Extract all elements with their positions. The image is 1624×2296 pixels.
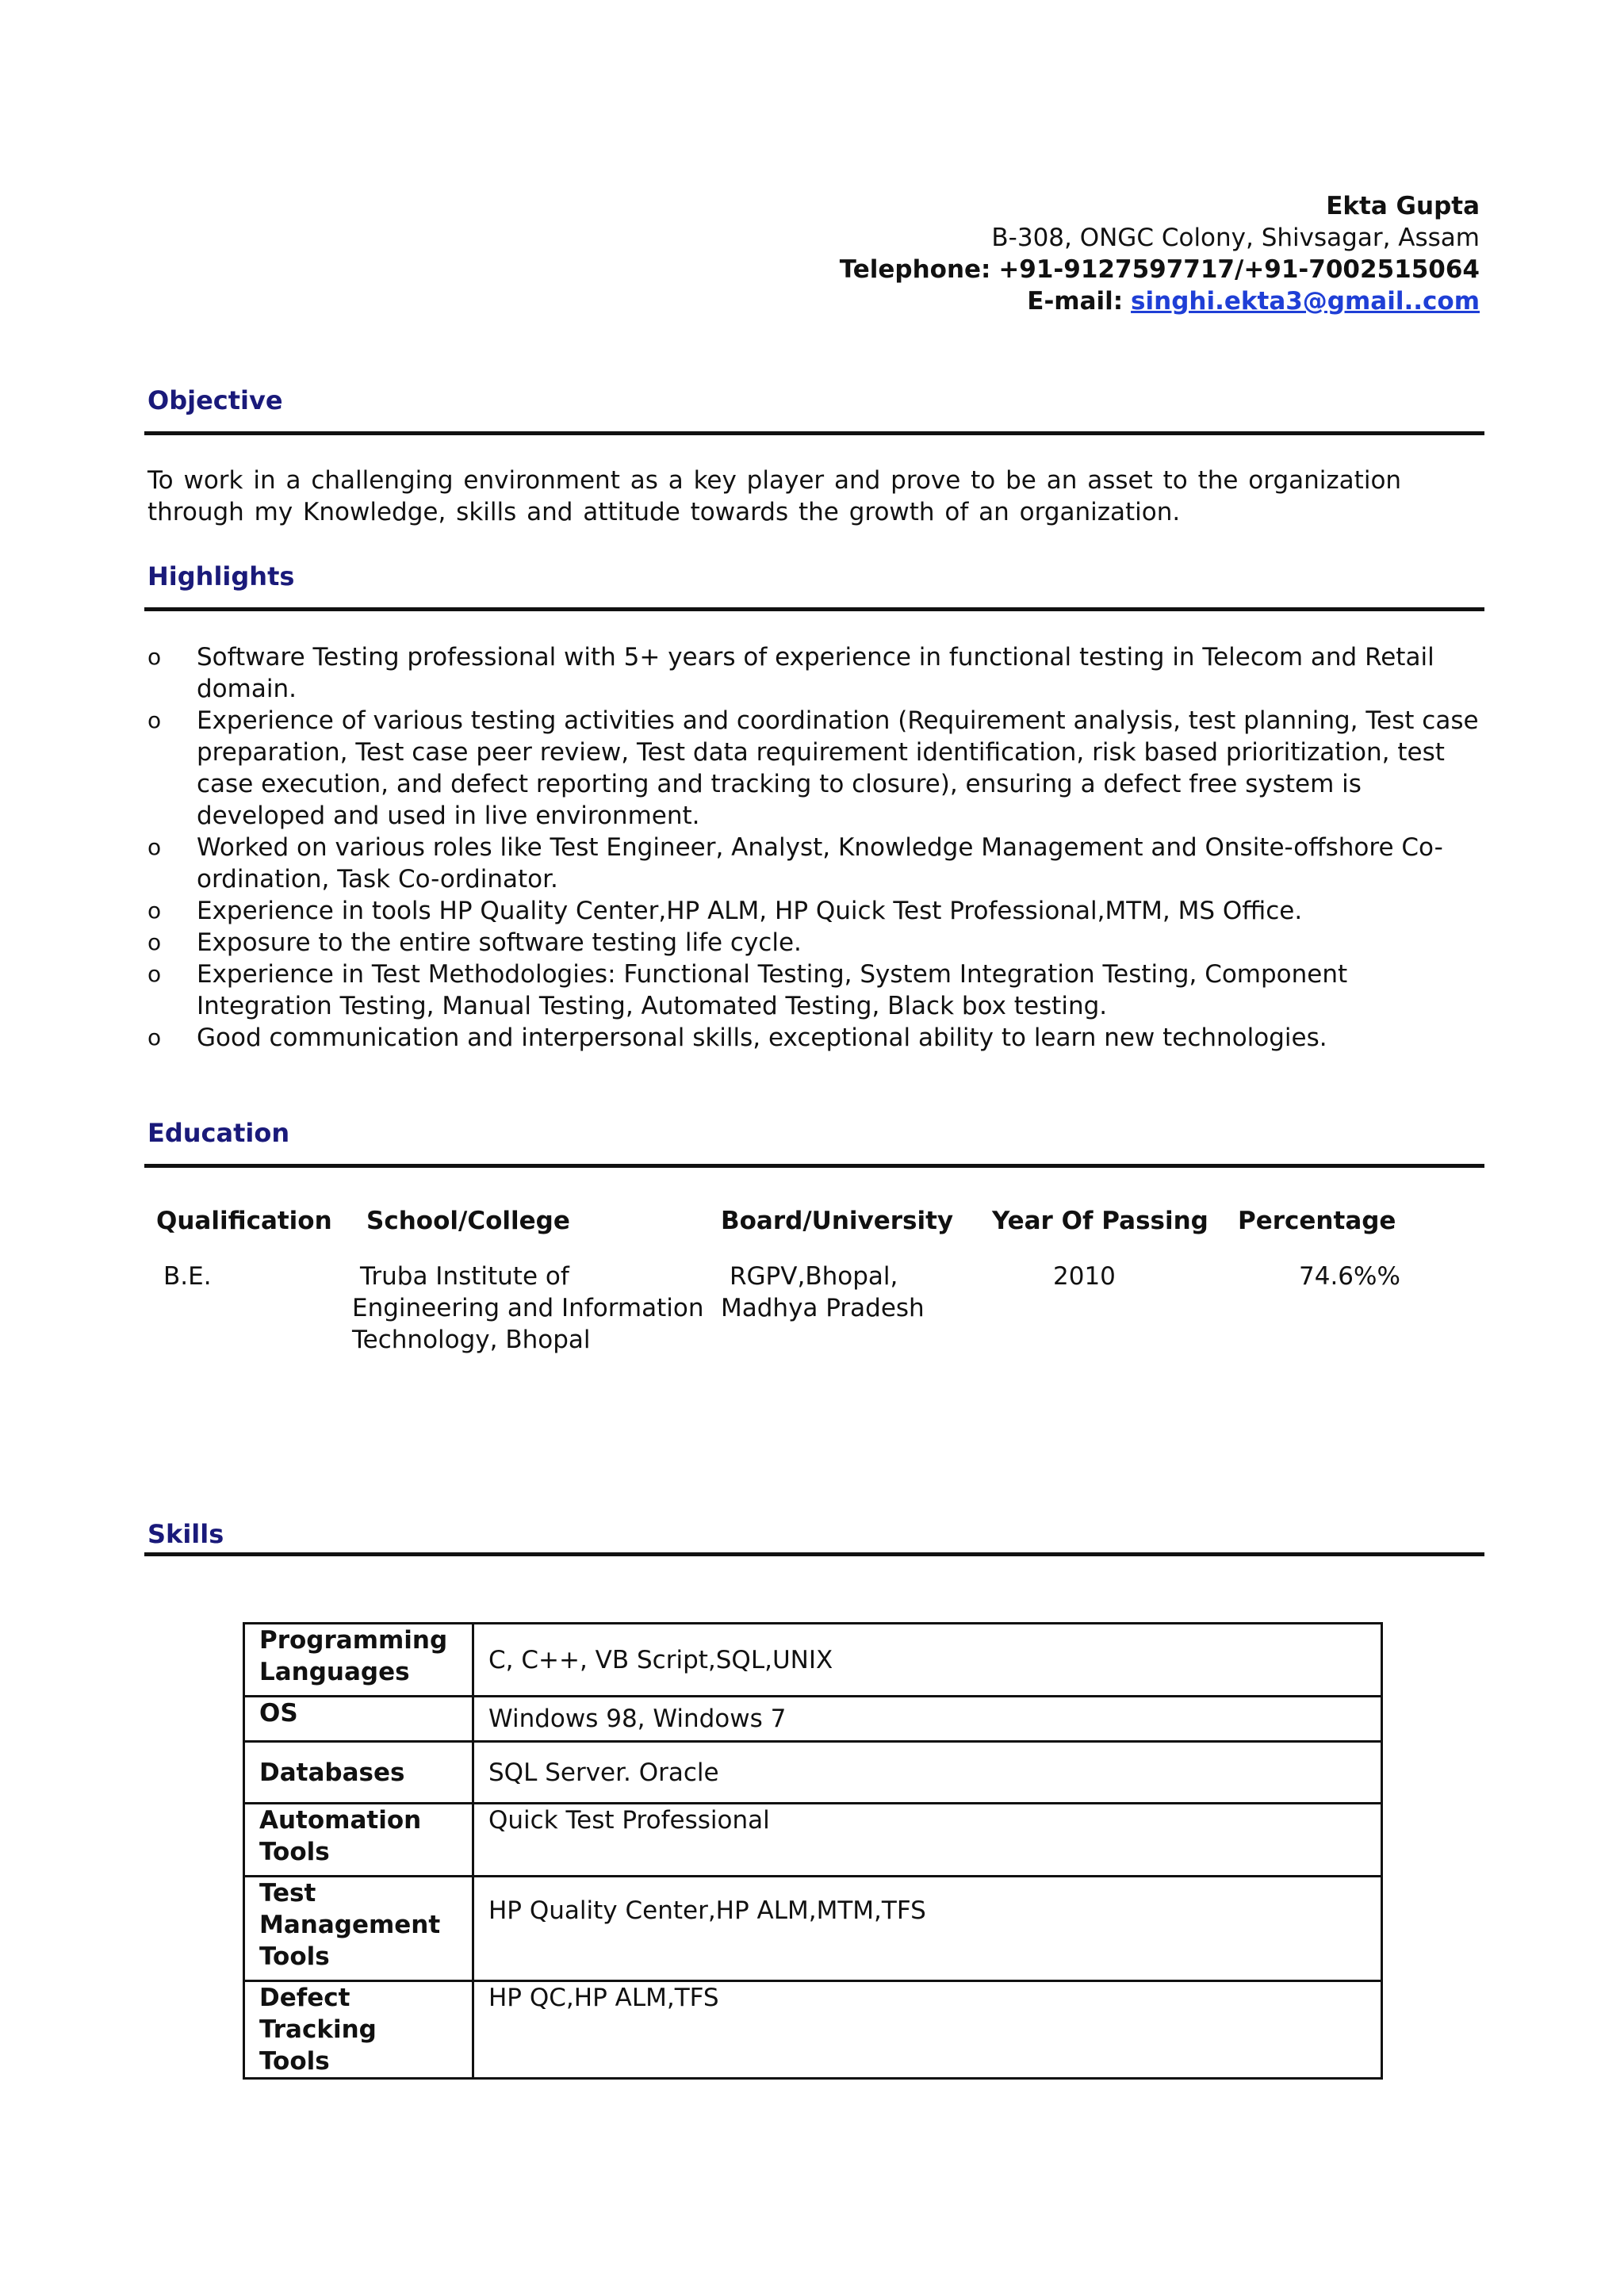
list-item [147,705,1488,832]
table-row [244,1697,1382,1742]
telephone-value: +91-9127597717/+91-7002515064 [998,255,1480,284]
skill-category-line: Tools [259,1942,330,1971]
list-item [147,959,1488,1022]
edu-year: 2010 [1053,1262,1116,1291]
edu-school-line: Engineering and Information [352,1294,704,1322]
table-row [244,1981,1382,2079]
email-line [840,285,1480,317]
section-title-objective: Objective [147,385,283,415]
bullet-icon: o [147,929,162,955]
table-row [244,1804,1382,1877]
edu-percentage: 74.6%% [1299,1262,1400,1291]
edu-board-line: Madhya Pradesh [721,1294,925,1322]
table-row [244,1877,1382,1981]
bullet-icon: o [147,1024,162,1050]
section-title-skills: Skills [147,1519,224,1549]
skills-table [243,1622,1383,2080]
list-item [147,895,1488,927]
highlight-text: Software Testing professional with 5+ years of experience in functional testing in Telecom and Retail domain. [197,643,1434,703]
highlight-text: Exposure to the entire software testing life cycle. [197,928,802,957]
highlight-text: Good communication and interpersonal skills, exceptional ability to learn new technologies. [197,1024,1327,1052]
table-row [244,1742,1382,1804]
list-item [147,1022,1488,1054]
highlights-list [147,641,1488,1054]
skill-category-line: Defect Tracking [259,1984,377,2044]
objective-text: To work in a challenging environment as a key player and prove to be an asset to the organization through my Knowledge, skills and attitude towards the growth of an organization. [147,466,1402,526]
skill-category [244,1804,473,1877]
skill-category-line: Languages [259,1658,410,1686]
email-label: E-mail: [1027,287,1124,316]
section-title-education: Education [147,1118,290,1148]
skill-category-line: Tools [259,1838,330,1866]
divider-objective [144,431,1484,435]
highlight-text: Experience in tools HP Quality Center,HP ALM, HP Quick Test Professional,MTM, MS Office. [197,897,1303,925]
bullet-icon: o [147,834,162,860]
skill-value: C, C++, VB Script,SQL,UNIX [473,1624,1382,1697]
email-link[interactable]: singhi.ekta3@gmail..com [1131,287,1480,316]
table-row [244,1624,1382,1697]
divider-highlights [144,607,1484,611]
contact-header [840,190,1480,317]
section-title-highlights: Highlights [147,561,295,591]
list-item [147,832,1488,895]
edu-school-line: Technology, Bhopal [352,1326,591,1354]
bullet-icon: o [147,961,162,987]
highlight-text: Experience in Test Methodologies: Functional Testing, System Integration Testing, Component Integration Testing, Manual Testing, Automated Testing, Black box testing. [197,960,1348,1020]
skill-value: HP Quality Center,HP ALM,MTM,TFS [473,1877,1382,1981]
skill-value: Quick Test Professional [473,1804,1382,1877]
bullet-icon: o [147,707,162,733]
edu-header-school: School/College [366,1207,570,1235]
skill-value: Windows 98, Windows 7 [473,1697,1382,1742]
edu-school [352,1261,703,1356]
edu-qualification: B.E. [163,1262,212,1291]
bullet-icon: o [147,644,162,670]
skill-category: Databases [244,1742,473,1804]
list-item [147,927,1488,959]
skill-category-line: Test [259,1879,316,1908]
skill-value: SQL Server. Oracle [473,1742,1382,1804]
skill-category [244,1877,473,1981]
edu-board-line: RGPV,Bhopal, [730,1262,898,1291]
edu-header-qualification: Qualification [156,1207,332,1235]
telephone-line [840,254,1480,285]
address: B-308, ONGC Colony, Shivsagar, Assam [991,224,1480,252]
bullet-icon: o [147,897,162,924]
divider-education [144,1164,1484,1168]
candidate-name: Ekta Gupta [1326,192,1480,220]
skill-category-line: Management [259,1911,441,1939]
edu-header-percentage: Percentage [1238,1207,1396,1235]
skill-category-line: Programming [259,1626,448,1655]
divider-skills [144,1552,1484,1556]
skill-value: HP QC,HP ALM,TFS [473,1981,1382,2079]
edu-school-line: Truba Institute of [360,1262,569,1291]
list-item [147,641,1488,705]
skill-category [244,1981,473,2079]
skill-category-line: Automation [259,1806,422,1835]
skill-category: OS [244,1697,473,1742]
edu-header-year: Year Of Passing [992,1207,1208,1235]
edu-board [721,1261,925,1324]
highlight-text: Experience of various testing activities and coordination (Requirement analysis, test planning, Test case preparation, Test case peer review, Test data requirement identification, risk based prioritization, test case execution, and defect reporting and tracking to closure), ensuring a defect free system is developed and used in live environment. [197,706,1479,830]
skill-category-line: Tools [259,2047,330,2076]
skill-category [244,1624,473,1697]
telephone-label: Telephone: [839,255,991,284]
highlight-text: Worked on various roles like Test Engineer, Analyst, Knowledge Management and Onsite-offshore Co-ordination, Task Co-ordinator. [197,833,1443,894]
edu-header-board: Board/University [721,1207,954,1235]
